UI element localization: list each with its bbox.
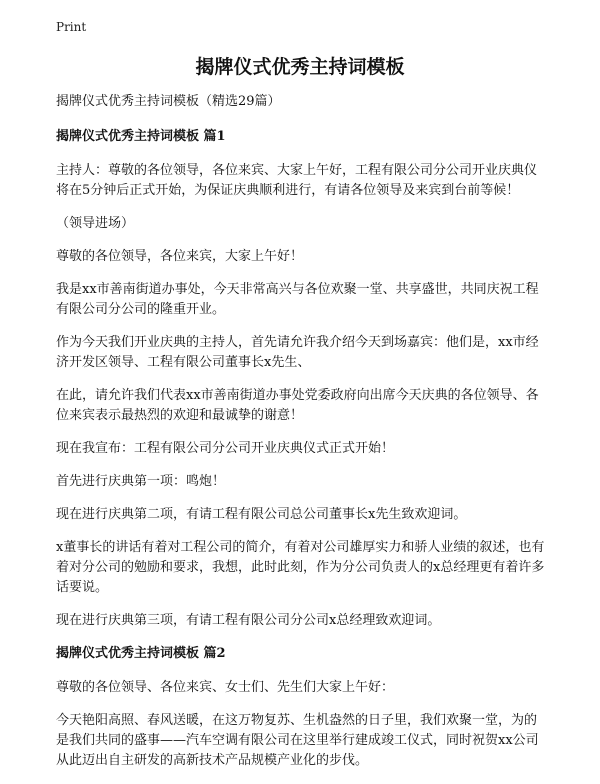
paragraph: 在此，请允许我们代表xx市善南街道办事处党委政府向出席今天庆典的各位领导、各位来宾表示最热烈的欢迎和最诚挚的谢意！ xyxy=(56,388,539,423)
document-subtitle: 揭牌仪式优秀主持词模板（精选29篇） xyxy=(56,94,281,109)
paragraph: 尊敬的各位领导，各位来宾，大家上午好！ xyxy=(56,249,304,264)
section-heading-2: 揭牌仪式优秀主持词模板 篇2 xyxy=(56,646,226,661)
paragraph: 今天艳阳高照、春风送暖，在这万物复苏、生机盎然的日子里，我们欢聚一堂，为的是我们共同的盛事——汽车空调有限公司在这里举行建成竣工仪式，同时祝贺xx公司从此迈出自主研发的高新技术产品规模产业化的步伐。 xyxy=(56,713,539,768)
paragraph: （领导进场） xyxy=(56,216,135,231)
paragraph: 现在我宣布：工程有限公司分公司开业庆典仪式正式开始！ xyxy=(56,441,395,456)
print-link[interactable]: Print xyxy=(56,20,87,34)
paragraph: 作为今天我们开业庆典的主持人，首先请允许我介绍今天到场嘉宾：他们是，xx市经济开发区领导、工程有限公司董事长x先生、 xyxy=(56,335,539,370)
paragraph: 我是xx市善南街道办事处，今天非常高兴与各位欢聚一堂、共享盛世，共同庆祝工程有限公司分公司的隆重开业。 xyxy=(56,282,539,317)
paragraph: 主持人：尊敬的各位领导，各位来宾、大家上午好，工程有限公司分公司开业庆典仪将在5分钟后正式开始，为保证庆典顺利进行，有请各位领导及来宾到台前等候！ xyxy=(56,163,538,198)
paragraph: 现在进行庆典第二项，有请工程有限公司总公司董事长x先生致欢迎词。 xyxy=(56,507,467,522)
page-title: 揭牌仪式优秀主持词模板 xyxy=(195,56,405,78)
paragraph: 尊敬的各位领导、各位来宾、女士们、先生们大家上午好： xyxy=(56,680,395,695)
paragraph: x董事长的讲话有着对工程公司的简介，有着对公司雄厚实力和骄人业绩的叙述，也有着对分公司的勉励和要求，我想，此时此刻，作为分公司负责人的x总经理更有着许多话要说。 xyxy=(56,540,545,595)
document-body xyxy=(56,92,548,784)
paragraph: 现在进行庆典第三项，有请工程有限公司分公司x总经理致欢迎词。 xyxy=(56,613,441,628)
section-heading-1: 揭牌仪式优秀主持词模板 篇1 xyxy=(56,129,226,144)
paragraph: 首先进行庆典第一项：鸣炮！ xyxy=(56,474,226,489)
